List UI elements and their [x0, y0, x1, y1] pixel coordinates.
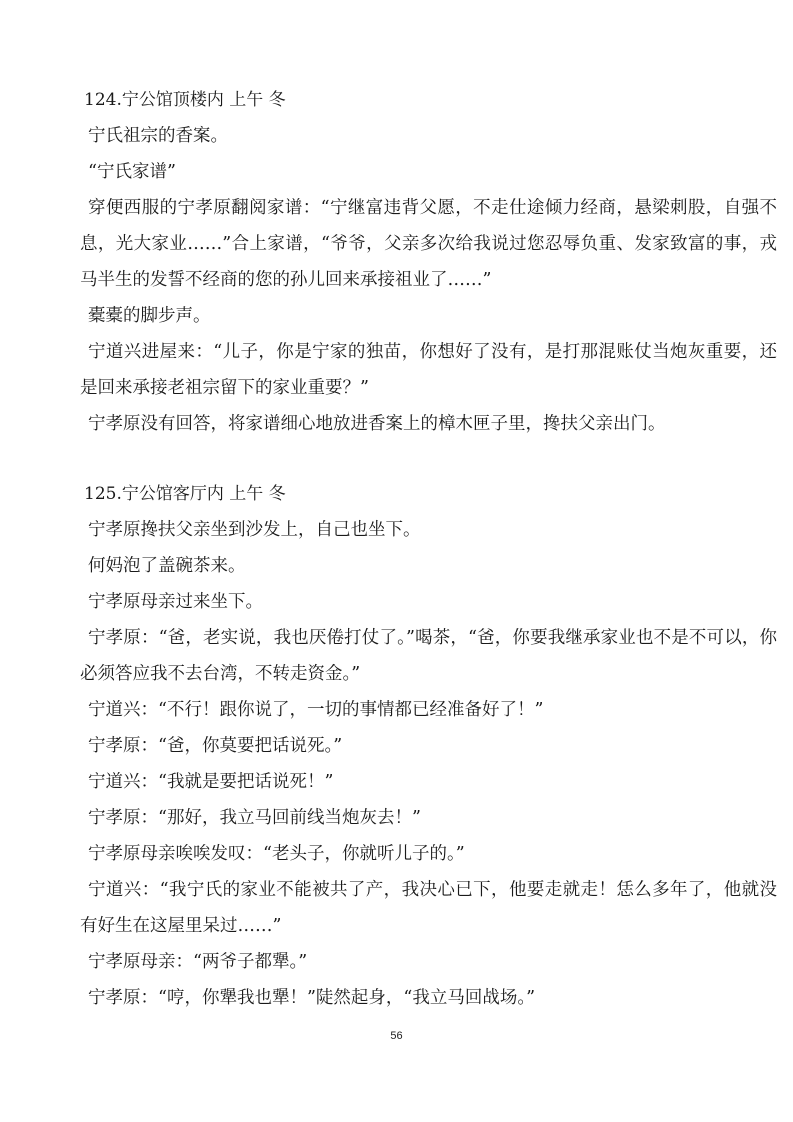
paragraph: 何妈泡了盖碗茶来。	[88, 556, 246, 576]
paragraph: 宁道兴：“我宁氏的家业不能被共了产，我决心已下，他要走就走！恁么多年了，他就没有好生在这屋里呆过……”	[80, 880, 777, 936]
paragraph: 宁孝原：“爸，你莫要把话说死。”	[88, 736, 343, 756]
paragraph: 宁孝原母亲：“两爷子都犟。”	[88, 952, 308, 972]
paragraph: “宁氏家谱”	[88, 162, 176, 182]
paragraph: 宁孝原：“哼，你犟我也犟！”陡然起身，“我立马回战场。”	[88, 988, 536, 1008]
paragraph: 宁道兴进屋来：“儿子，你是宁家的独苗，你想好了没有，是打那混账仗当炮灰重要，还是回来承接老祖宗留下的家业重要？”	[80, 342, 777, 398]
scene-125	[80, 476, 777, 1016]
paragraph: 宁孝原：“爸，老实说，我也厌倦打仗了。”喝茶，“爸，你要我继承家业也不是不可以，你必须答应我不去台湾，不转走资金。”	[80, 628, 777, 684]
scene-124	[80, 82, 777, 442]
scene-heading: 125.宁公馆客厅内 上午 冬	[84, 484, 286, 504]
paragraph: 宁氏祖宗的香案。	[88, 126, 228, 146]
paragraph: 宁孝原搀扶父亲坐到沙发上，自己也坐下。	[88, 520, 421, 540]
paragraph: 橐橐的脚步声。	[88, 306, 211, 326]
paragraph: 宁孝原母亲过来坐下。	[88, 592, 263, 612]
scene-heading: 124.宁公馆顶楼内 上午 冬	[84, 90, 286, 110]
document-page	[80, 82, 777, 1016]
paragraph: 宁孝原：“那好，我立马回前线当炮灰去！”	[88, 808, 421, 828]
paragraph: 宁孝原母亲唉唉发叹：“老头子，你就听儿子的。”	[88, 844, 465, 864]
paragraph: 穿便西服的宁孝原翻阅家谱：“宁继富违背父愿，不走仕途倾力经商，悬梁刺股，自强不息，光大家业……”合上家谱，“爷爷，父亲多次给我说过您忍辱负重、发家致富的事，戎马半生的发誓不经商的您的孙儿回来承接祖业了……”	[80, 198, 777, 290]
paragraph: 宁道兴：“不行！跟你说了，一切的事情都已经准备好了！”	[88, 700, 544, 720]
page-number: 56	[390, 1030, 403, 1042]
paragraph: 宁道兴：“我就是要把话说死！”	[88, 772, 334, 792]
paragraph: 宁孝原没有回答，将家谱细心地放进香案上的樟木匣子里，搀扶父亲出门。	[88, 414, 666, 434]
